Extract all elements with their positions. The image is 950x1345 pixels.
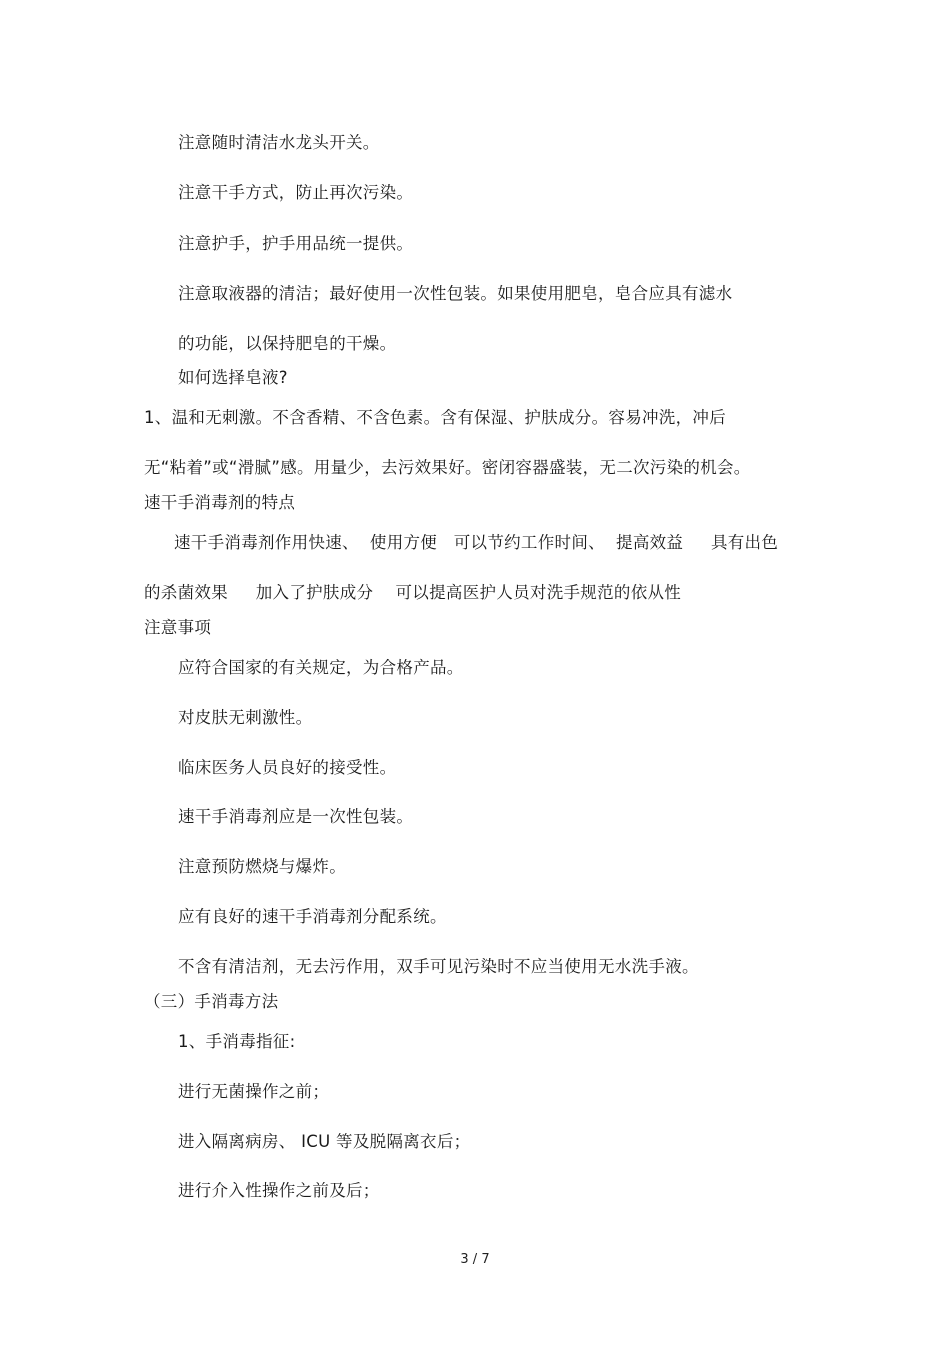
text-line: 无“粘着”或“滑腻”感。用量少，去污效果好。密闭容器盛装，无二次污染的机会。	[144, 458, 751, 477]
text-line: 注意护手，护手用品统一提供。	[178, 234, 414, 253]
text-line: 1、手消毒指征:	[178, 1032, 296, 1051]
section-heading: 如何选择皂液?	[178, 368, 288, 387]
text-line: 应有良好的速干手消毒剂分配系统。	[178, 907, 447, 926]
section-heading: 注意事项	[144, 618, 212, 637]
text-line: 注意干手方式，防止再次污染。	[178, 183, 414, 202]
text-line: 的杀菌效果 加入了护肤成分 可以提高医护人员对洗手规范的依从性	[144, 583, 682, 602]
section-heading: （三）手消毒方法	[144, 992, 279, 1011]
text-line: 对皮肤无刺激性。	[178, 708, 313, 727]
section-heading: 速干手消毒剂的特点	[144, 493, 296, 512]
text-line: 不含有清洁剂，无去污作用，双手可见污染时不应当使用无水洗手液。	[178, 957, 699, 976]
page-number: 3 / 7	[460, 1252, 490, 1267]
text-line: 注意随时清洁水龙头开关。	[178, 133, 380, 152]
text-line: 速干手消毒剂应是一次性包装。	[178, 807, 414, 826]
text-line: 进行无菌操作之前；	[178, 1082, 330, 1101]
text-line: 临床医务人员良好的接受性。	[178, 758, 397, 777]
text-line: 应符合国家的有关规定，为合格产品。	[178, 658, 464, 677]
text-line: 进入隔离病房、 ICU 等及脱隔离衣后；	[178, 1132, 471, 1151]
text-line: 进行介入性操作之前及后；	[178, 1181, 380, 1200]
text-line: 速干手消毒剂作用快速、 使用方便 可以节约工作时间、 提高效益 具有出色	[174, 533, 779, 552]
text-line: 的功能，以保持肥皂的干燥。	[178, 334, 397, 353]
text-line: 1、温和无刺激。不含香精、不含色素。含有保湿、护肤成分。容易冲洗，冲后	[144, 408, 726, 427]
text-line: 注意预防燃烧与爆炸。	[178, 857, 346, 876]
text-line: 注意取液器的清洁；最好使用一次性包装。如果使用肥皂，皂合应具有滤水	[178, 284, 733, 303]
